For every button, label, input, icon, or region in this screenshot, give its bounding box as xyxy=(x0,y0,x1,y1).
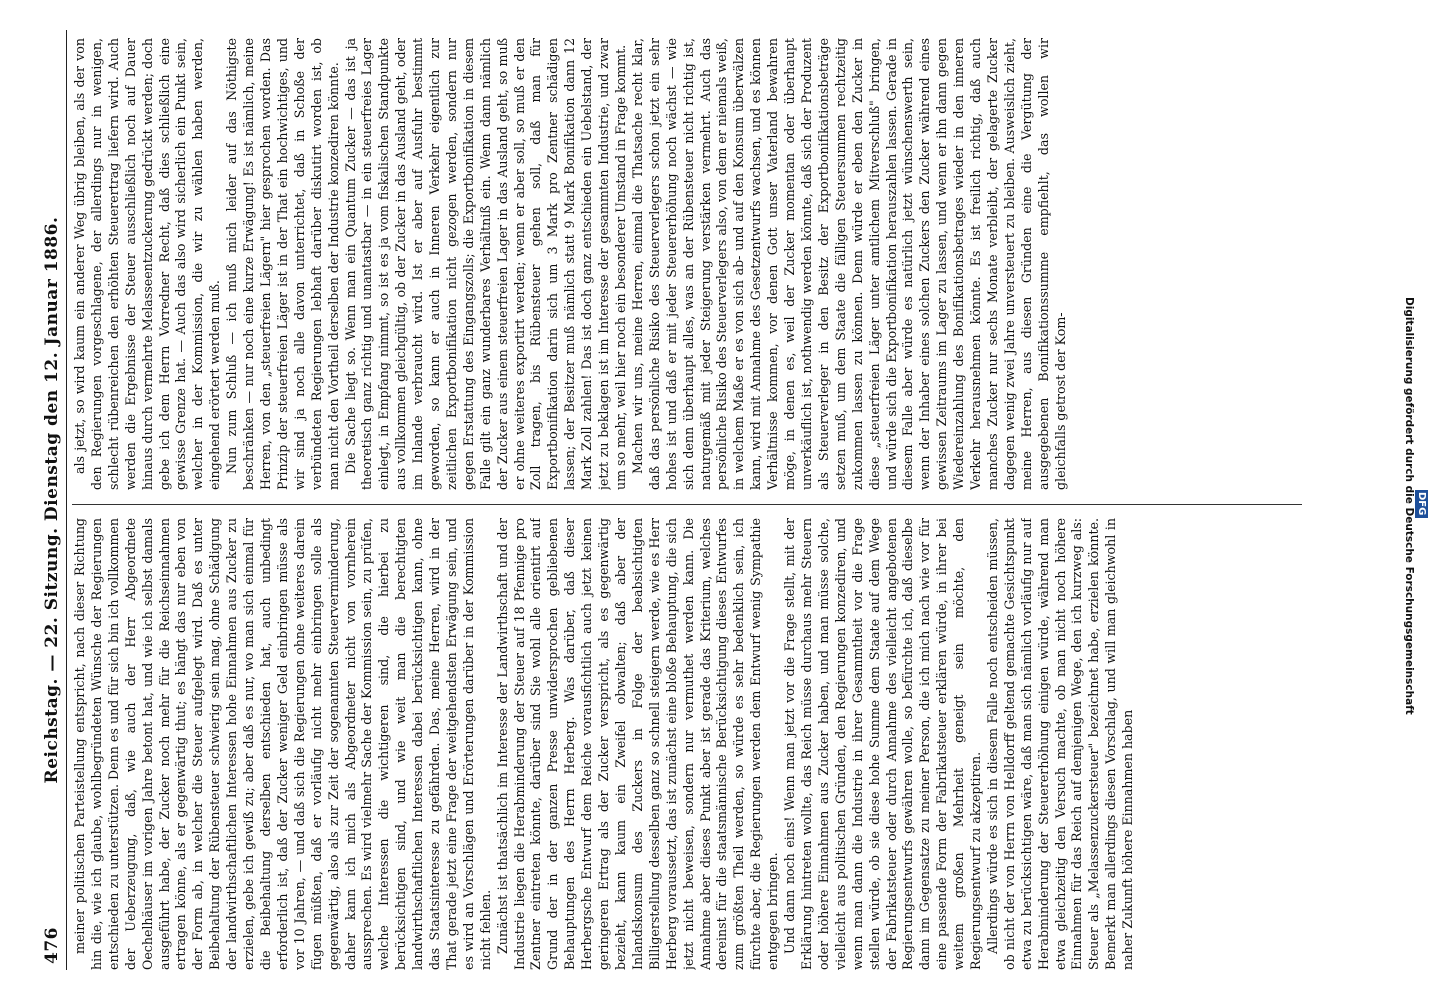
paragraph: Die Sache liegt so. Wenn man ein Quantum Zucker — das ist ja theoretisch ganz richtig und unantastbar — in ein steuerfreies Lager einlegt, in Empfang nimmt, so ist es ja vom fiskalischen Standpunkte aus vollkommen gleichgültig, ob der Zucker in das Ausland geht, oder im Inlande verbraucht wird. Ist er aber auf Ausfuhr bestimmt geworden, so kann er auch in Inneren Verkehr eigentlich zur zeitlichen Exportbonifikation nicht gezogen werden, sondern nur gegen Erstattung des Eingangszolls; die Exportbonifikation in diesem Falle gilt ein ganz wunderbares Verhältniß ein. Wenn dann nämlich der Zucker aus einem steuerfreien Lager in das Ausland geht, so muß er ohne weiteres exportirt werden; wenn er aber soll, so muß er den Zoll tragen, bis Rübensteuer gehen soll, daß man für Exportbonifikation darin sich um 3 Mark pro Zentner schädigen lassen; der Besitzer muß nämlich statt 9 Mark Bonifikation dann 12 Mark Zoll zahlen! Das ist doch ganz entschieden ein Uebelstand, der jetzt zu beklagen ist im Interesse der gesammten Industrie, und zwar um so mehr, weil hier noch ein besonderer Umstand in Frage kommt. xyxy=(342,38,628,490)
paragraph: Und dann noch eins! Wenn man jetzt vor die Frage stellt, mit der Erklärung hintreten wollte, das Reich müsse durchaus mehr Steuern oder höhere Einnahmen aus Zucker haben, und man müsse solche, vielleicht aus politischen Gründen, den Regierungen konzediren, und wenn man dann die Industrie in ihrer Gesammtheit vor die Frage stellen würde, ob sie diese hohe Summe dem Staate auf dem Wege der Fabrikatsteuer oder durch Annahme des vielleicht angebotenen Regierungsentwurfs gewähren wolle, so befürchte ich, daß dieselbe dann im Gegensatze zu meiner Person, die ich mich nach wie vor für eine passende Form der Fabrikatsteuer erklären würde, in ihrer bei weitem großen Mehrheit geneigt sein möchte, den Regierungsentwurf zu akzeptiren. xyxy=(782,518,984,970)
paragraph: Nun zum Schluß — ich muß mich leider auf das Nöthigste beschränken — nur noch eine kurze Erwägung! Es ist nämlich, meine Herren, von den „steuerfreien Lägern" hier gesprochen worden. Das Prinzip der steuerfreien Läger ist in der That ein hochwichtiges, und wir sind ja noch alle davon unterrichtet, daß in Schoße der verbündeten Regierungen lebhaft darüber diskutirt worden ist, ob man nicht den Vortheil derselben der Industrie konzediren könnte. xyxy=(224,38,341,490)
column-divider xyxy=(72,504,1302,505)
page-title: Reichstag. — 22. Sitzung. Dienstag den 12. Januar 1886. xyxy=(42,216,62,784)
right-column xyxy=(72,38,1302,490)
left-column xyxy=(72,518,1302,970)
dfg-badge: DFG xyxy=(1416,492,1427,516)
paragraph: Machen wir uns, meine Herren, einmal die Thatsache recht klar, daß das persönliche Risiko des Steuerverlegers schon jetzt ein sehr hohes ist und daß er mit jeder Steuererhöhung noch wächst — wie sich denn überhaupt alles, was an der Rübensteuer nicht richtig ist, naturgemäß mit jeder Steigerung verstärken vermehrt. Auch das persönliche Risiko des Steuerverlegers also, von dem er niemals weiß, in welchem Maße er es von sich ab- und auf den Konsum überwälzen kann, wird mit Annahme des Gesetzentwurfs wachsen, und es können Verhältnisse kommen, vor denen Gott unser Vaterland bewahren möge, in denen es, weil der Zucker momentan oder überhaupt unverkäuflich ist, nothwendig werden könnte, daß sich der Produzent als Steuerverleger in den Besitz der Exportbonifikationsbeträge setzen muß, um dem Staate die fälligen Steuersummen rechtzeitig zukommen lassen zu können. Denn würde er eben den Zucker in diese „steuerfreien Läger unter amtlichem Mitverschluß" bringen, und würde sich die Exportbonifikation herauszahlen lassen. Gerade in diesem Falle aber würde es natürlich jetzt wünschenswerth sein, wenn der Inhaber eines solchen Zuckers den Zucker während eines gewissen Zeitraums im Lager zu lassen, und wenn er ihn dann gegen Wiedereinzahlung des Bonifikationsbetrages wieder in den inneren Verkehr herausnehmen könnte. Es ist freilich richtig, daß auch manches Zucker nur sechs Monate verbleibt, der gelagerte Zucker dagegen wenig zwei Jahre unversteuert zu bleiben. Ausweislich zieht, meine Herren, aus diesen Gründen eine die Vergütung der ausgegebenen Bonifikationssumme empfiehlt, das wollen wir gleichfalls getrost der Kom- xyxy=(629,38,1068,490)
paragraph: Zunächst ist thatsächlich im Interesse der Landwirthschaft und der Industrie liegen die Herabminderung der Steuer auf 18 Pfennige pro Zentner eintreten könnte, darüber sind Sie wohl alle orientirt auf Grund der in der ganzen Presse unwidersprochen gebliebenen Behauptungen des Herrn Herberg. Was darüber, daß dieser Herbergsche Entwurf dem Reiche vorausfichtlich auch jetzt keinen geringeren Ertrag als der Zucker verspricht, als es gegenwärtig bezieht, kann kaum ein Zweifel obwalten; daß aber der Inlandskonsum des Zuckers in Folge der beabsichtigten Billigerstellung desselben ganz so schnell steigern werde, wie es Herr Herberg voraussetzt, das ist zunächst eine bloße Behauptung, die sich jetzt nicht beweisen, sondern nur vermuthet werden kann. Die Annahme aber dieses Punkt aber ist gerade das Kriterium, welches dereinst für die staatsmännische Berücksichtigung dieses Entwurfes zum größten Theil werden, so würde es sehr bedenklich sein, ich fürchte aber, die Regierungen werden dem Entwurf wenig Sympathie entgegen bringen. xyxy=(494,518,781,970)
paragraph: Allerdings würde es sich in diesem Falle noch entscheiden müssen, ob nicht der von Herrn von Helldorff geltend gemachte Gesichtspunkt etwa zu berücksichtigen wäre, daß man sich nämlich vorläufig nur auf Herabminderung der Steuererhöhung einigen würde, während man etwa gleichzeitig den Versuch machte, ob man nicht noch höhere Einnahmen für das Reich auf demjenigen Wege, den ich kurzweg als: Steuer als „Melassenzuckersteuer" bezeichnet habe, erzielen könnte. Bemerkt man allerdings diesen Vorschlag, und will man gleichwohl in naher Zukunft höhere Einnahmen haben xyxy=(984,518,1136,970)
funding-text: Digitalisierung gefördert durch die Deutsche Forschungsgemeinschaft xyxy=(1403,297,1415,715)
page-header xyxy=(40,30,67,970)
funding-note xyxy=(1403,0,1428,1000)
page-number: 476 xyxy=(42,927,62,964)
paragraph: als jetzt, so wird kaum ein anderer Weg übrig bleiben, als der von den Regierungen vorgeschlagene, der allerdings nur in wenigen, schlecht rübenreichen den erhöhten Steuerertrag liefern wird. Auch werden die Ergebnisse der Steuer ausschließlich noch auf Dauer hinaus durch vermehrte Melasseentzuckerung gedrückt werden; doch gebe ich dem Herrn Vorredner Recht, daß dies schließlich eine gewisse Grenze hat. — Auch das also wird sicherlich ein Punkt sein, welcher in der Kommission, die wir zu wählen haben werden, eingehend erörtert werden muß. xyxy=(72,38,223,490)
paragraph: meiner politischen Parteistellung entspricht, nach dieser Richtung hin die, wie ich glaube, wohlbegründeten Wünsche der Regierungen entschieden zu unterstützen. Denn es und für sich bin ich vollkommen der Ueberzeugung, daß, wie auch der Herr Abgeordnete Oechelhäuser im vorigen Jahre betont hat, und wie ich selbst damals ausgeführt habe, der Zucker noch mehr für die Reichseinnahmen ertragen könne, als er gegenwärtig thut; es hängt das nur eben von der Form ab, in welcher die Steuer aufgelegt wird. Daß es unter Beibehaltung der Rübensteuer schwierig sein mag, ohne Schädigung der landwirthschaftlichen Interessen hohe Einnahmen aus Zucker zu erzielen, gebe ich gewiß zu; aber daß es nur, wo man sich einmal für die Beibehaltung derselben entschieden hat, auch unbedingt erforderlich ist, daß der Zucker weniger Geld einbringen müsse als vor 10 Jahren, — und daß sich die Regierungen ohne weiteres darein fügen müßten, daß er vorläufig nicht mehr einbringen solle als gegenwärtig, also als zur Zeit der sogenannten Steuerverminderung, daher kann ich mich als Abgeordneter nicht von vornherein aussprechen. Es wird vielmehr Sache der Kommission sein, zu prüfen, welche Interessen die wichtigeren sind, die hierbei zu berücksichtigen sind, und wie weit man die berechtigten landwirthschaftlichen Interessen dabei berücksichtigen kann, ohne das Staatsinteresse zu gefährden. Das, meine Herren, wird in der That gerade jetzt eine Frage der weitgehendsten Erwägung sein, und es wird an Vorschlägen und Erörterungen darüber in der Kommission nicht fehlen. xyxy=(72,518,493,970)
